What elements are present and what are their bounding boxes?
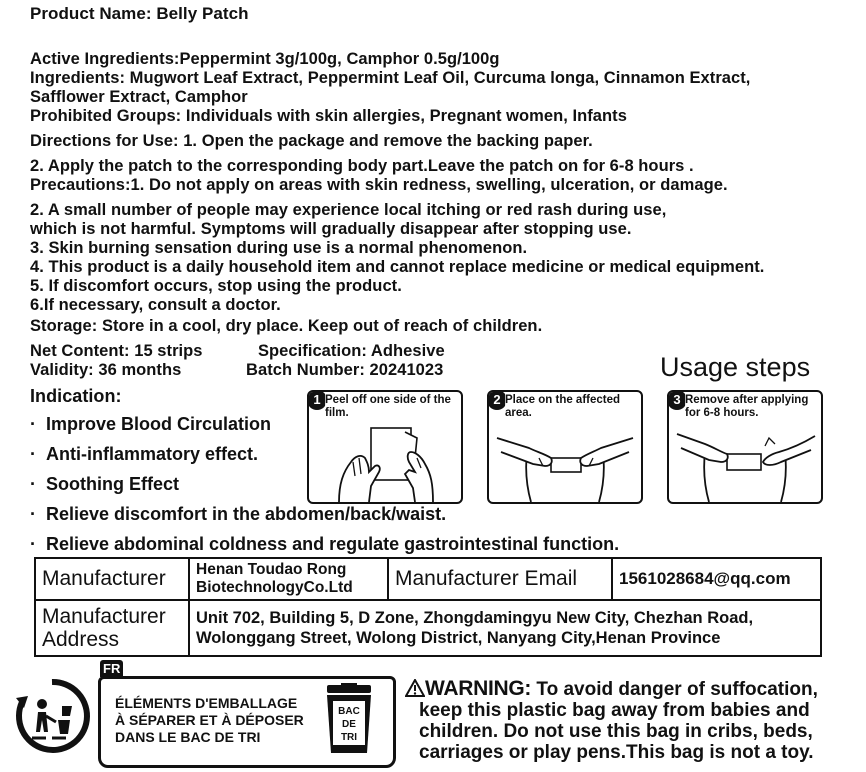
svg-text:TRI: TRI — [340, 732, 358, 743]
svg-text:DE: DE — [342, 719, 356, 730]
precautions-line-5: 5. If discomfort occurs, stop using the product. — [30, 277, 402, 295]
manufacturer-row — [35, 558, 821, 600]
sorting-line-2: À SÉPARER ET À DÉPOSER — [115, 712, 304, 728]
manufacturer-email: 1561028684@qq.com — [612, 558, 821, 600]
sorting-bin-icon — [319, 683, 379, 757]
manufacturer-address-row — [35, 600, 821, 656]
manufacturer-address-label: Manufacturer Address — [35, 600, 189, 656]
suffocation-warning — [405, 678, 845, 763]
bullet-icon: · — [30, 444, 36, 464]
address-line-1: Unit 702, Building 5, D Zone, Zhongdamingyu New City, Chezhan Road, — [196, 609, 754, 627]
bullet-icon: · — [30, 534, 36, 554]
prohibited-groups-line: Prohibited Groups: Individuals with skin allergies, Pregnant women, Infants — [30, 107, 627, 125]
indication-item-text: Anti-inflammatory effect. — [46, 444, 259, 464]
triman-recycling-icon — [12, 676, 92, 756]
warning-line-3: children. Do not use this bag in cribs, beds, — [419, 721, 813, 742]
indication-item — [30, 504, 446, 525]
precautions-line-4: 4. This product is a daily household item and cannot replace medicine or medical equipment. — [30, 258, 765, 276]
precautions-line-3: 3. Skin burning sensation during use is a normal phenomenon. — [30, 239, 528, 257]
usage-step-2 — [487, 390, 643, 504]
indication-item — [30, 414, 271, 435]
indication-item-text: Relieve abdominal coldness and regulate gastrointestinal function. — [46, 534, 620, 554]
sorting-line-1: ÉLÉMENTS D'EMBALLAGE — [115, 695, 298, 711]
step-instruction: Place on the affected area. — [505, 394, 639, 420]
step-number-badge: 1 — [307, 390, 327, 410]
precautions-line-2b: which is not harmful. Symptoms will gradually disappear after stopping use. — [30, 220, 632, 238]
fr-tag: FR — [100, 660, 123, 677]
manufacturer-label: Manufacturer — [35, 558, 189, 600]
sorting-line-3: DANS LE BAC DE TRI — [115, 729, 261, 745]
specification: Specification: Adhesive — [258, 342, 445, 360]
indication-item — [30, 474, 179, 495]
manufacturer-table — [34, 557, 822, 657]
step-instruction: Peel off one side of the film. — [325, 394, 459, 420]
usage-step-1 — [307, 390, 463, 504]
directions-line-1: Directions for Use: 1. Open the package and remove the backing paper. — [30, 132, 593, 150]
indication-item — [30, 444, 258, 465]
indication-item-text: Relieve discomfort in the abdomen/back/waist. — [46, 504, 447, 524]
ingredients-line-1: Ingredients: Mugwort Leaf Extract, Peppermint Leaf Oil, Curcuma longa, Cinnamon Extract, — [30, 69, 751, 87]
directions-line-2: 2. Apply the patch to the corresponding body part.Leave the patch on for 6-8 hours . — [30, 157, 694, 175]
warning-line-2: keep this plastic bag away from babies and — [419, 700, 810, 721]
indication-title: Indication: — [30, 386, 122, 406]
validity: Validity: 36 months — [30, 361, 182, 379]
manufacturer-email-label: Manufacturer Email — [388, 558, 612, 600]
ingredients-line-2: Safflower Extract, Camphor — [30, 88, 248, 106]
address-line-2: Wolonggang Street, Wolong District, Nanyang City,Henan Province — [196, 629, 721, 647]
warning-triangle-icon — [405, 679, 425, 697]
step-number-badge: 2 — [487, 390, 507, 410]
net-content: Net Content: 15 strips — [30, 342, 203, 360]
product-name-line: Product Name: Belly Patch — [30, 4, 249, 23]
warning-line-4: carriages or play pens.This bag is not a toy. — [419, 742, 814, 763]
warning-first-line — [405, 678, 845, 700]
sorting-instructions — [115, 695, 304, 746]
manufacturer-name: Henan Toudao Rong BiotechnologyCo.Ltd — [189, 558, 388, 600]
active-ingredients-line: Active Ingredients:Peppermint 3g/100g, Camphor 0.5g/100g — [30, 50, 500, 68]
step-instruction: Remove after applying for 6-8 hours. — [685, 394, 819, 420]
bullet-icon: · — [30, 414, 36, 434]
storage-line: Storage: Store in a cool, dry place. Keep out of reach of children. — [30, 317, 543, 335]
batch-number: Batch Number: 20241023 — [246, 361, 444, 379]
usage-step-3 — [667, 390, 823, 504]
indication-item-text: Soothing Effect — [46, 474, 179, 494]
bullet-icon: · — [30, 504, 36, 524]
triman-info-box — [98, 676, 396, 768]
step-number-badge: 3 — [667, 390, 687, 410]
warning-heading: WARNING: — [425, 677, 532, 700]
precautions-line-6: 6.If necessary, consult a doctor. — [30, 296, 281, 314]
svg-text:BAC: BAC — [338, 706, 360, 717]
precautions-line-1: Precautions:1. Do not apply on areas with skin redness, swelling, ulceration, or damage. — [30, 176, 728, 194]
usage-steps-title: Usage steps — [660, 352, 811, 382]
indication-item — [30, 534, 619, 555]
manufacturer-address — [189, 600, 821, 656]
warning-line-1: To avoid danger of suffocation, — [536, 679, 818, 700]
indication-item-text: Improve Blood Circulation — [46, 414, 272, 434]
precautions-line-2a: 2. A small number of people may experience local itching or red rash during use, — [30, 201, 667, 219]
bullet-icon: · — [30, 474, 36, 494]
